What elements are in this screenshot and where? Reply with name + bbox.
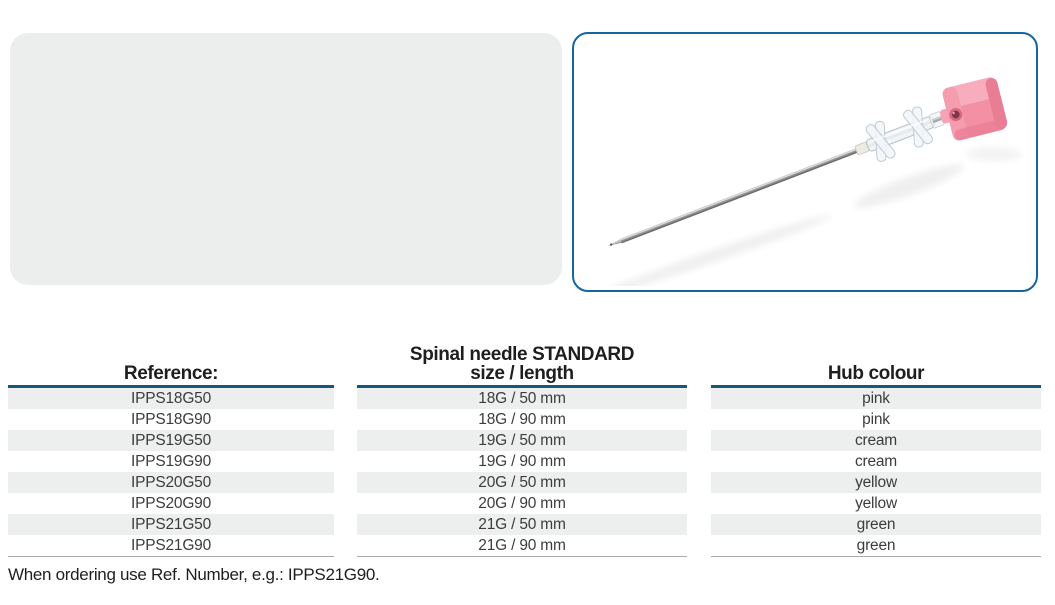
table-cell-hub_colour: green — [711, 514, 1041, 535]
column-header-hub-colour — [711, 341, 1041, 383]
table-cell-size_length: 18G / 90 mm — [478, 411, 566, 428]
table-column-reference — [8, 388, 334, 557]
table-cell-reference: IPPS18G50 — [8, 388, 334, 409]
table-cell-hub_colour: yellow — [711, 472, 1041, 493]
column-header-product — [357, 341, 687, 383]
table-cell-hub_colour: cream — [854, 453, 898, 470]
table-cell-reference: IPPS20G50 — [8, 472, 334, 493]
reference-header-label: Reference: — [123, 363, 219, 384]
table-column-size-length — [357, 388, 687, 557]
ordering-note: When ordering use Ref. Number, e.g.: IPPS21G90. — [8, 565, 380, 584]
table-cell-hub_colour: yellow — [855, 495, 897, 512]
table-cell-hub_colour: green — [856, 537, 896, 554]
table-cell-size_length: 20G / 50 mm — [357, 472, 687, 493]
table-cell-reference: IPPS21G90 — [130, 537, 212, 554]
table-cell-hub_colour: pink — [711, 388, 1041, 409]
size-length-header-label: size / length — [470, 363, 574, 384]
table-cell-size_length: 18G / 50 mm — [357, 388, 687, 409]
description-panel — [10, 33, 562, 285]
table-cell-size_length: 19G / 90 mm — [478, 453, 566, 470]
table-cell-reference: IPPS19G90 — [130, 453, 212, 470]
table-cell-reference: IPPS18G90 — [130, 411, 212, 428]
table-cell-size_length: 19G / 50 mm — [357, 430, 687, 451]
spinal-needle-image — [574, 34, 1032, 286]
table-cell-hub_colour: cream — [711, 430, 1041, 451]
column-header-reference — [8, 341, 334, 383]
table-cell-reference: IPPS20G90 — [130, 495, 212, 512]
hub-colour-header-label: Hub colour — [827, 363, 925, 384]
table-cell-size_length: 21G / 50 mm — [357, 514, 687, 535]
table-cell-hub_colour: pink — [862, 411, 890, 428]
table-column-hub-colour — [711, 388, 1041, 557]
table-cell-reference: IPPS21G50 — [8, 514, 334, 535]
product-title: Spinal needle STANDARD — [409, 344, 635, 365]
table-cell-reference: IPPS19G50 — [8, 430, 334, 451]
table-cell-size_length: 21G / 90 mm — [478, 537, 566, 554]
table-cell-size_length: 20G / 90 mm — [478, 495, 566, 512]
product-image-box — [572, 32, 1038, 292]
